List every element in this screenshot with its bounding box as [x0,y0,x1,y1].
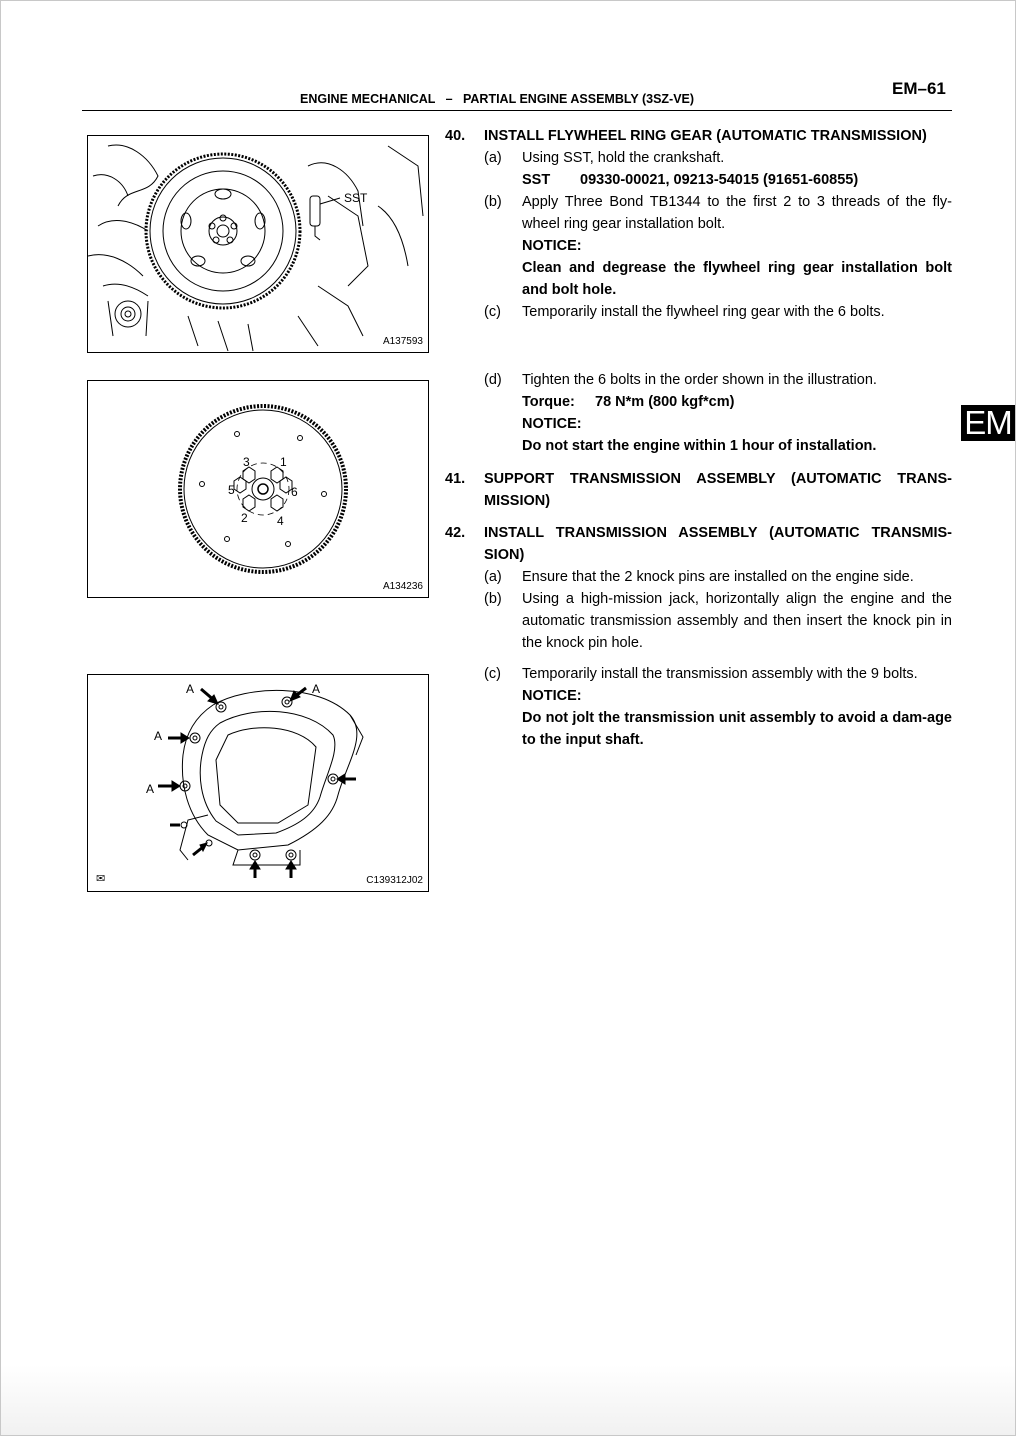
sst-label: SST [344,191,368,205]
bolt-number-5: 5 [228,483,235,497]
step-40d-text: Tighten the 6 bolts in the order shown in the illustration. [522,372,877,388]
step-42c-letter: (c) [484,666,501,682]
step-41-number: 41. [445,471,466,487]
step-40-title: INSTALL FLYWHEEL RING GEAR (AUTOMATIC TRANSMISSION) [484,128,927,144]
bolt-number-2: 2 [241,511,248,525]
notice-text: Do not jolt the transmission unit assembly to avoid a dam-age to the input shaft. [522,710,952,748]
bolt-label-a: A [146,782,155,796]
torque-value: 78 N*m (800 kgf*cm) [595,394,735,410]
transmission-bolts-illustration [88,675,428,891]
step-40c-text: Temporarily install the flywheel ring gear with the 6 bolts. [522,304,885,320]
figure-flywheel-sst [87,135,429,353]
figure-transmission-bolts [87,674,429,892]
step-41-title: SUPPORT TRANSMISSION ASSEMBLY (AUTOMATIC TRANS-MISSION) [484,471,952,509]
header-rule [82,110,952,111]
step-42b-letter: (b) [484,591,502,607]
step-40-number: 40. [445,128,466,144]
header-title: ENGINE MECHANICAL – PARTIAL ENGINE ASSEMBLY (3SZ-VE) [300,92,695,106]
section-tab: EM [961,405,1015,441]
step-40b-text: Apply Three Bond TB1344 to the first 2 to 3 threads of the fly-wheel ring gear installation bolt. [522,194,952,232]
bolt-label-a: A [186,682,195,696]
bolt-number-1: 1 [280,455,287,469]
step-42-number: 42. [445,525,466,541]
step-40a-letter: (a) [484,150,502,166]
sst-value: 09330-00021, 09213-54015 (91651-60855) [580,172,859,188]
bolt-order-illustration [88,381,428,597]
bolt-number-4: 4 [277,514,284,528]
notice-text: Do not start the engine within 1 hour of installation. [522,438,877,454]
figure-id: A134236 [382,581,423,592]
notice-label: NOTICE: [522,416,582,432]
bolt-number-6: 6 [291,485,298,499]
flywheel-sst-illustration [88,136,428,352]
figure-id: A137593 [382,336,423,347]
sst-label: SST [522,172,551,188]
step-40a-text: Using SST, hold the crankshaft. [522,150,725,166]
notice-text: Clean and degrease the flywheel ring gear installation bolt and bolt hole. [522,260,952,298]
page-bottom-shade [1,1365,1015,1435]
step-42a-letter: (a) [484,569,502,585]
step-42-title: INSTALL TRANSMISSION ASSEMBLY (AUTOMATIC TRANSMIS-SION) [484,525,952,563]
step-40b-letter: (b) [484,194,502,210]
step-40c-letter: (c) [484,304,501,320]
figure-id: C139312J02 [366,875,423,886]
step-42a-text: Ensure that the 2 knock pins are installed on the engine side. [522,569,914,585]
document-icon: ✉ [96,873,106,885]
torque-label: Torque: [522,394,575,410]
bolt-number-3: 3 [243,455,250,469]
step-42c-text: Temporarily install the transmission assembly with the 9 bolts. [522,666,918,682]
step-42b-text: Using a high-mission jack, horizontally align the engine and the automatic transmission assembly and then insert the knock pin in the knock pin hole. [522,591,952,651]
notice-label: NOTICE: [522,688,582,704]
figure-bolt-order [87,380,429,598]
bolt-label-a: A [154,729,163,743]
page-number: EM–61 [892,79,946,98]
step-40d-letter: (d) [484,372,502,388]
bolt-label-a: A [312,682,321,696]
notice-label: NOTICE: [522,238,582,254]
